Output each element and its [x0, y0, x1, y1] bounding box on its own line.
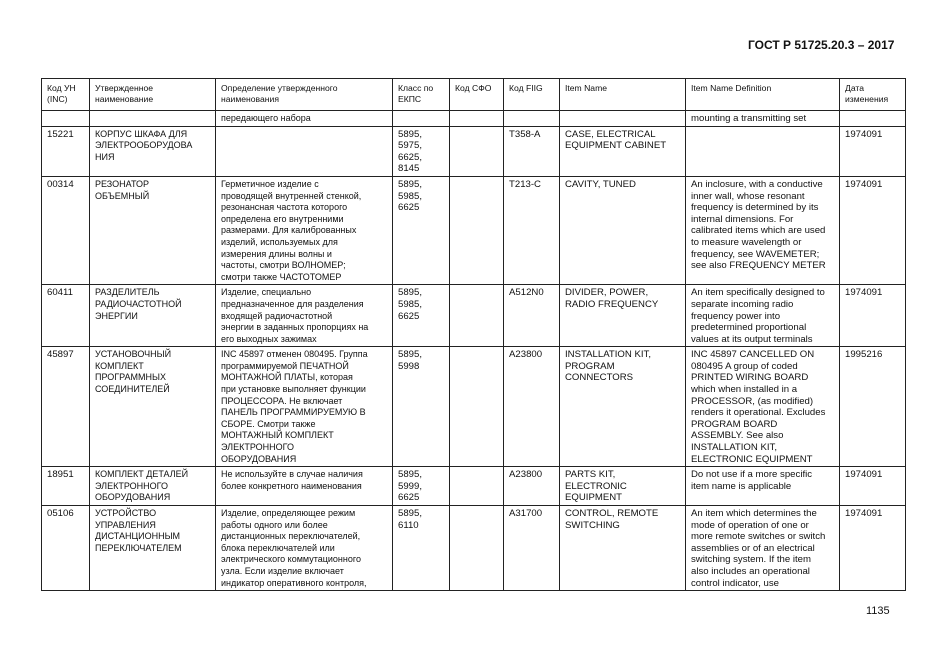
table-row — [42, 506, 906, 591]
cell-class: 5895, 6110 — [393, 506, 450, 591]
cell-fiig: A23800 — [504, 467, 560, 506]
cell-fiig: A512N0 — [504, 285, 560, 347]
cell-inc: 05106 — [42, 506, 90, 591]
cell-change-date: 1974091 — [840, 176, 906, 284]
cell-class: 5895, 5985, 6625 — [393, 285, 450, 347]
table-row — [42, 176, 906, 284]
cell-approved-name: КОМПЛЕКТ ДЕТАЛЕЙ ЭЛЕКТРОННОГО ОБОРУДОВАНИЯ — [90, 467, 216, 506]
col-header-inc: Код УН (INC) — [42, 79, 90, 111]
cell-approved-definition: Изделие, специально предназначенное для разделения входящей радиочастотной энергии в заданных пропорциях на его выходных зажимах — [216, 285, 393, 347]
cell-item-definition: mounting a transmitting set — [686, 111, 840, 127]
cell-inc — [42, 111, 90, 127]
cell-inc: 00314 — [42, 176, 90, 284]
cell-sfo — [450, 467, 504, 506]
cell-fiig: A23800 — [504, 347, 560, 467]
cell-inc: 18951 — [42, 467, 90, 506]
table-row — [42, 467, 906, 506]
cell-fiig: T358-A — [504, 126, 560, 176]
cell-change-date: 1974091 — [840, 126, 906, 176]
cell-approved-definition: Не используйте в случае наличия более конкретного наименования — [216, 467, 393, 506]
cell-item-definition: Do not use if a more specific item name is applicable — [686, 467, 840, 506]
col-header-approved-name-definition: Определение утвержденного наименования — [216, 79, 393, 111]
page-number: 1135 — [866, 605, 890, 617]
cell-approved-name: УСТРОЙСТВО УПРАВЛЕНИЯ ДИСТАНЦИОННЫМ ПЕРЕКЛЮЧАТЕЛЕМ — [90, 506, 216, 591]
cell-fiig — [504, 111, 560, 127]
cell-sfo — [450, 347, 504, 467]
cell-sfo — [450, 126, 504, 176]
cell-approved-name: РАЗДЕЛИТЕЛЬ РАДИОЧАСТОТНОЙ ЭНЕРГИИ — [90, 285, 216, 347]
cell-approved-name — [90, 111, 216, 127]
cell-inc: 60411 — [42, 285, 90, 347]
cell-inc: 45897 — [42, 347, 90, 467]
cell-approved-definition: передающего набора — [216, 111, 393, 127]
col-header-item-name-definition: Item Name Definition — [686, 79, 840, 111]
cell-item-name: CAVITY, TUNED — [560, 176, 686, 284]
col-header-class: Класс по ЕКПС — [393, 79, 450, 111]
table-row — [42, 126, 906, 176]
cell-change-date: 1995216 — [840, 347, 906, 467]
cell-item-name: CONTROL, REMOTE SWITCHING — [560, 506, 686, 591]
cell-approved-definition: Изделие, определяющее режим работы одного или более дистанционных переключателей, блока переключателей или электрического коммутационного узла. Если изделие включает индикатор оперативного контроля, — [216, 506, 393, 591]
table-row — [42, 285, 906, 347]
cell-item-definition: An item which determines the mode of operation of one or more remote switches or switch assemblies or of an electrical switching system. If the item also includes an operational control indicator, use — [686, 506, 840, 591]
cell-sfo — [450, 285, 504, 347]
cell-approved-name: КОРПУС ШКАФА ДЛЯ ЭЛЕКТРООБОРУДОВА НИЯ — [90, 126, 216, 176]
cell-change-date: 1974091 — [840, 506, 906, 591]
col-header-sfo: Код СФО — [450, 79, 504, 111]
cell-item-name: PARTS KIT, ELECTRONIC EQUIPMENT — [560, 467, 686, 506]
cell-class: 5895, 5999, 6625 — [393, 467, 450, 506]
cell-change-date — [840, 111, 906, 127]
cell-item-name: DIVIDER, POWER, RADIO FREQUENCY — [560, 285, 686, 347]
cell-sfo — [450, 506, 504, 591]
cell-class: 5895, 5975, 6625, 8145 — [393, 126, 450, 176]
cell-item-name: CASE, ELECTRICAL EQUIPMENT CABINET — [560, 126, 686, 176]
cell-sfo — [450, 176, 504, 284]
cell-approved-definition: Герметичное изделие с проводящей внутренней стенкой, резонансная частота которого определена его внутренними размерами. Для калиброванных изделий, используемых для измерения длины волны и частоты, смотри ВОЛНОМЕР; смотри также ЧАСТОТОМЕР — [216, 176, 393, 284]
cell-item-name: INSTALLATION KIT, PROGRAM CONNECTORS — [560, 347, 686, 467]
catalog-table — [41, 78, 906, 591]
col-header-fiig: Код FIIG — [504, 79, 560, 111]
col-header-approved-name: Утвержденное наименование — [90, 79, 216, 111]
cell-item-definition — [686, 126, 840, 176]
cell-item-definition: INC 45897 CANCELLED ON 080495 A group of coded PRINTED WIRING BOARD which when installed in a PROCESSOR, (as modified) renders it operational. Excludes PROGRAM BOARD ASSEMBLY. See also INSTALLATION KIT, ELECTRONIC EQUIPMENT — [686, 347, 840, 467]
table-header-row — [42, 79, 906, 111]
cell-approved-definition: INC 45897 отменен 080495. Группа программируемой ПЕЧАТНОЙ МОНТАЖНОЙ ПЛАТЫ, которая при установке выполняет функции ПРОЦЕССОРА. Не включает ПАНЕЛЬ ПРОГРАММИРУЕМУЮ В СБОРЕ. Смотри также МОНТАЖНЫЙ КОМПЛЕКТ ЭЛЕКТРОННОГО ОБОРУДОВАНИЯ — [216, 347, 393, 467]
cell-approved-name: РЕЗОНАТОР ОБЪЕМНЫЙ — [90, 176, 216, 284]
cell-item-name — [560, 111, 686, 127]
col-header-item-name: Item Name — [560, 79, 686, 111]
cell-approved-definition — [216, 126, 393, 176]
document-standard-header: ГОСТ Р 51725.20.3 – 2017 — [748, 38, 895, 52]
cell-class — [393, 111, 450, 127]
cell-change-date: 1974091 — [840, 467, 906, 506]
cell-fiig: T213-C — [504, 176, 560, 284]
cell-fiig: A31700 — [504, 506, 560, 591]
cell-class: 5895, 5985, 6625 — [393, 176, 450, 284]
table-row — [42, 111, 906, 127]
cell-item-definition: An item specifically designed to separate incoming radio frequency power into predetermined proportional values at its output terminals — [686, 285, 840, 347]
table-row — [42, 347, 906, 467]
col-header-change-date: Дата изменения — [840, 79, 906, 111]
cell-class: 5895, 5998 — [393, 347, 450, 467]
cell-approved-name: УСТАНОВОЧНЫЙ КОМПЛЕКТ ПРОГРАММНЫХ СОЕДИНИТЕЛЕЙ — [90, 347, 216, 467]
cell-inc: 15221 — [42, 126, 90, 176]
cell-change-date: 1974091 — [840, 285, 906, 347]
cell-item-definition: An inclosure, with a conductive inner wall, whose resonant frequency is determined by its internal dimensions. For calibrated items which are used to measure wavelength or frequency, see WAVEMETER; see also FREQUENCY METER — [686, 176, 840, 284]
cell-sfo — [450, 111, 504, 127]
